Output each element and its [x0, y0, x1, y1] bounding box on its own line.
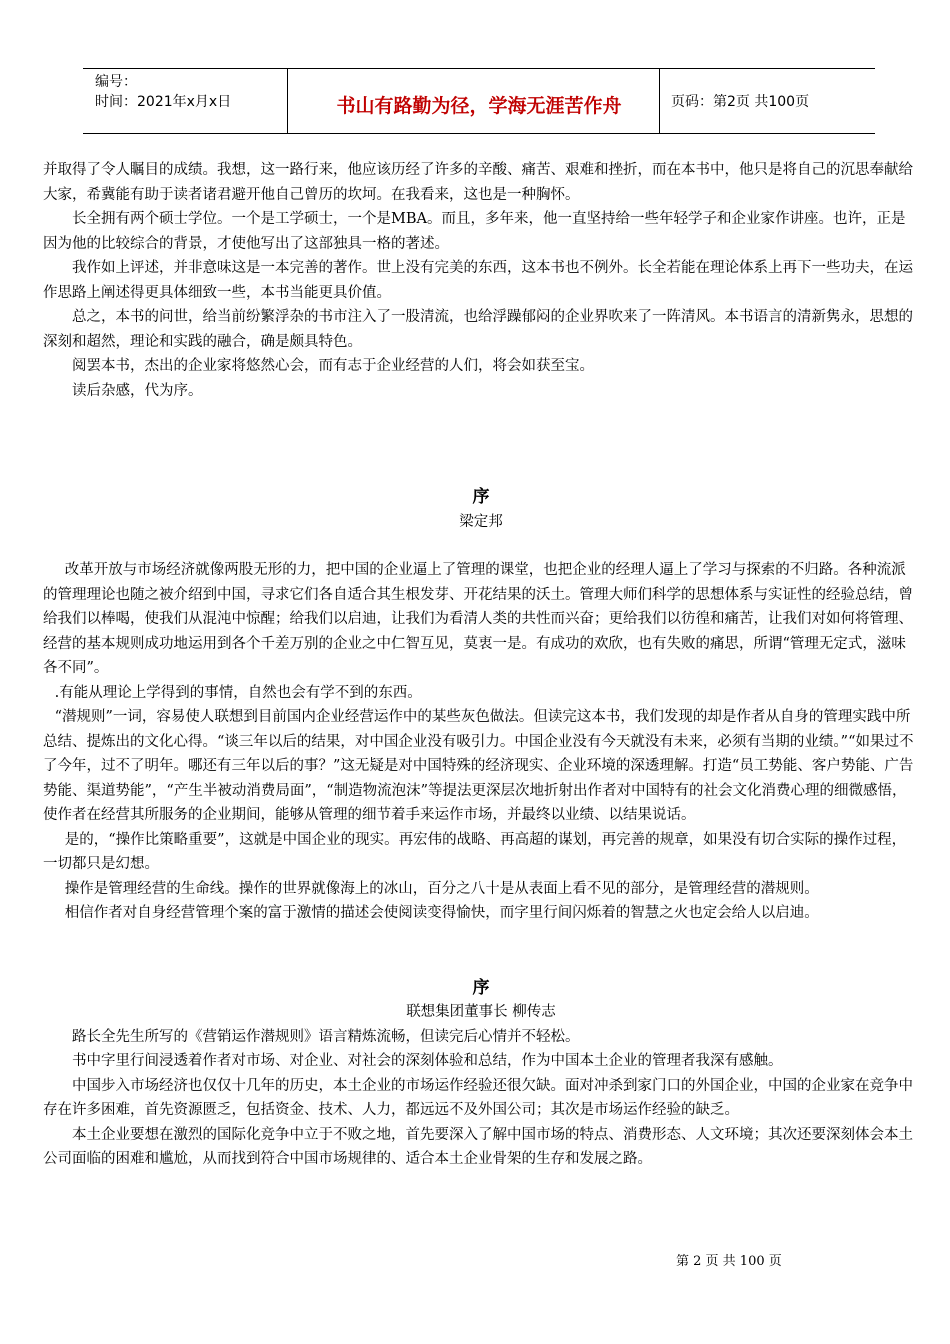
section-paragraph: 中国步入市场经济也仅仅十几年的历史，本土企业的市场运作经验还很欠缺。面对冲杀到家门口的外国企业，中国的企业家在竞争中存在许多困难，首先资源匮乏，包括资金、技术、人力，都远远不及外国公司；其次是市场运作经验的缺乏。	[43, 1077, 913, 1118]
section-paragraph: 是的，“操作比策略重要”，这就是中国企业的现实。再宏伟的战略、再高超的谋划，再完善的规章，如果没有切合实际的操作过程，一切都只是幻想。	[43, 831, 907, 872]
section-title: 序	[472, 487, 490, 507]
intro-paragraph: 长全拥有两个硕士学位。一个是工学硕士，一个是MBA。而且，多年来，他一直坚持给一些年轻学子和企业家作讲座。也许，正是因为他的比较综合的背景，才使他写出了这部独具一格的著述。	[43, 211, 906, 252]
section-paragraph: .有能从理论上学得到的事情，自然也会有学不到的东西。	[54, 684, 422, 701]
page-footer: 第 2 页 共 100 页	[676, 1254, 782, 1269]
document-number-label: 编号：	[95, 74, 137, 90]
section-paragraph: 本土企业要想在激烈的国际化竞争中立于不败之地，首先要深入了解中国市场的特点、消费形态、人文环境；其次还要深刻体会本土公司面临的困难和尴尬，从而找到符合中国市场规律的、适合本土企业骨架的生存和发展之路。	[43, 1126, 913, 1167]
header-motto: 书山有路勤为径，学海无涯苦作舟	[336, 95, 622, 117]
section-paragraph: “潜规则”一词，容易使人联想到目前国内企业经营运作中的某些灰色做法。但读完这本书，我们发现的却是作者从自身的管理实践中所总结、提炼出的文化心得。“谈三年以后的结果，对中国企业没有吸引力。中国企业没有今天就没有未来，必须有当期的业绩。”“如果过不了今年，过不了明年。哪还有三年以后的事？”这无疑是对中国特殊的经济现实、企业环境的深透理解。打造“员工势能、客户势能、广告势能、渠道势能”，“产生半被动消费局面”，“制造物流泡沫”等提法更深层次地折射出作者对中国特有的社会文化消费心理的细微感悟，使作者在经营其所服务的企业期间，能够从管理的细节着手来运作市场，并最终以业绩、以结果说话。	[43, 709, 914, 823]
section-author: 梁定邦	[459, 513, 503, 530]
header-divider-left	[287, 69, 288, 133]
intro-paragraph: 并取得了令人瞩目的成绩。我想，这一路行来，他应该历经了许多的辛酸、痛苦、艰难和挫折，而在本书中，他只是将自己的沉思奉献给大家，希冀能有助于读者诸君避开他自己曾历的坎坷。在我看来，这也是一种胸怀。	[43, 162, 913, 203]
section-paragraph: 改革开放与市场经济就像两股无形的力，把中国的企业逼上了管理的课堂，也把企业的经理人逼上了学习与探索的不归路。各种流派的管理理论也随之被介绍到中国，寻求它们各自适合其生根发芽、开花结果的沃土。管理大师们科学的思想体系与实证性的经验总结，曾给我们以棒喝，使我们从混沌中惊醒；给我们以启迪，让我们为看清人类的共性而兴奋；更给我们以彷徨和痛苦，让我们对如何将管理、经营的基本规则成功地运用到各个千差万别的企业之中仁智互见，莫衷一是。有成功的欢欣，也有失败的痛思，所谓“管理无定式，滋味各不同”。	[43, 562, 913, 676]
intro-paragraph: 阅罢本书，杰出的企业家将悠然心会，而有志于企业经营的人们，将会如获至宝。	[72, 358, 594, 374]
section-paragraph: 路长全先生所写的《营销运作潜规则》语言精炼流畅，但读完后心情并不轻松。	[72, 1028, 580, 1045]
section-paragraph: 书中字里行间浸透着作者对市场、对企业、对社会的深刻体验和总结，作为中国本土企业的管理者我深有感触。	[72, 1053, 783, 1069]
section-title: 序	[472, 977, 490, 998]
section-paragraph: 相信作者对自身经营管理个案的富于激情的描述会使阅读变得愉快，而字里行间闪烁着的智慧之火也定会给人以启迪。	[64, 905, 819, 921]
intro-paragraph: 总之，本书的问世，给当前纷繁浮杂的书市注入了一股清流，也给浮躁郁闷的企业界吹来了一阵清风。本书语言的清新隽永，思想的深刻和超然，理论和实践的融合，确是颇具特色。	[43, 309, 913, 350]
header-divider-right	[659, 69, 660, 133]
section-author: 联想集团董事长 柳传志	[406, 1004, 556, 1020]
header-page-label: 页码：第2页 共100页	[671, 94, 810, 110]
section-paragraph: 操作是管理经营的生命线。操作的世界就像海上的冰山，百分之八十是从表面上看不见的部分，是管理经营的潜规则。	[64, 880, 819, 897]
document-body	[43, 158, 919, 1172]
intro-paragraph: 读后杂感，代为序。	[72, 382, 203, 399]
page-header	[83, 68, 875, 134]
intro-paragraph: 我作如上评述，并非意味这是一本完善的著作。世上没有完美的东西，这本书也不例外。长全若能在理论体系上再下一些功夫，在运作思路上阐述得更具体细致一些，本书当能更具价值。	[43, 260, 913, 301]
document-time-label: 时间：2021年x月x日	[95, 94, 232, 110]
